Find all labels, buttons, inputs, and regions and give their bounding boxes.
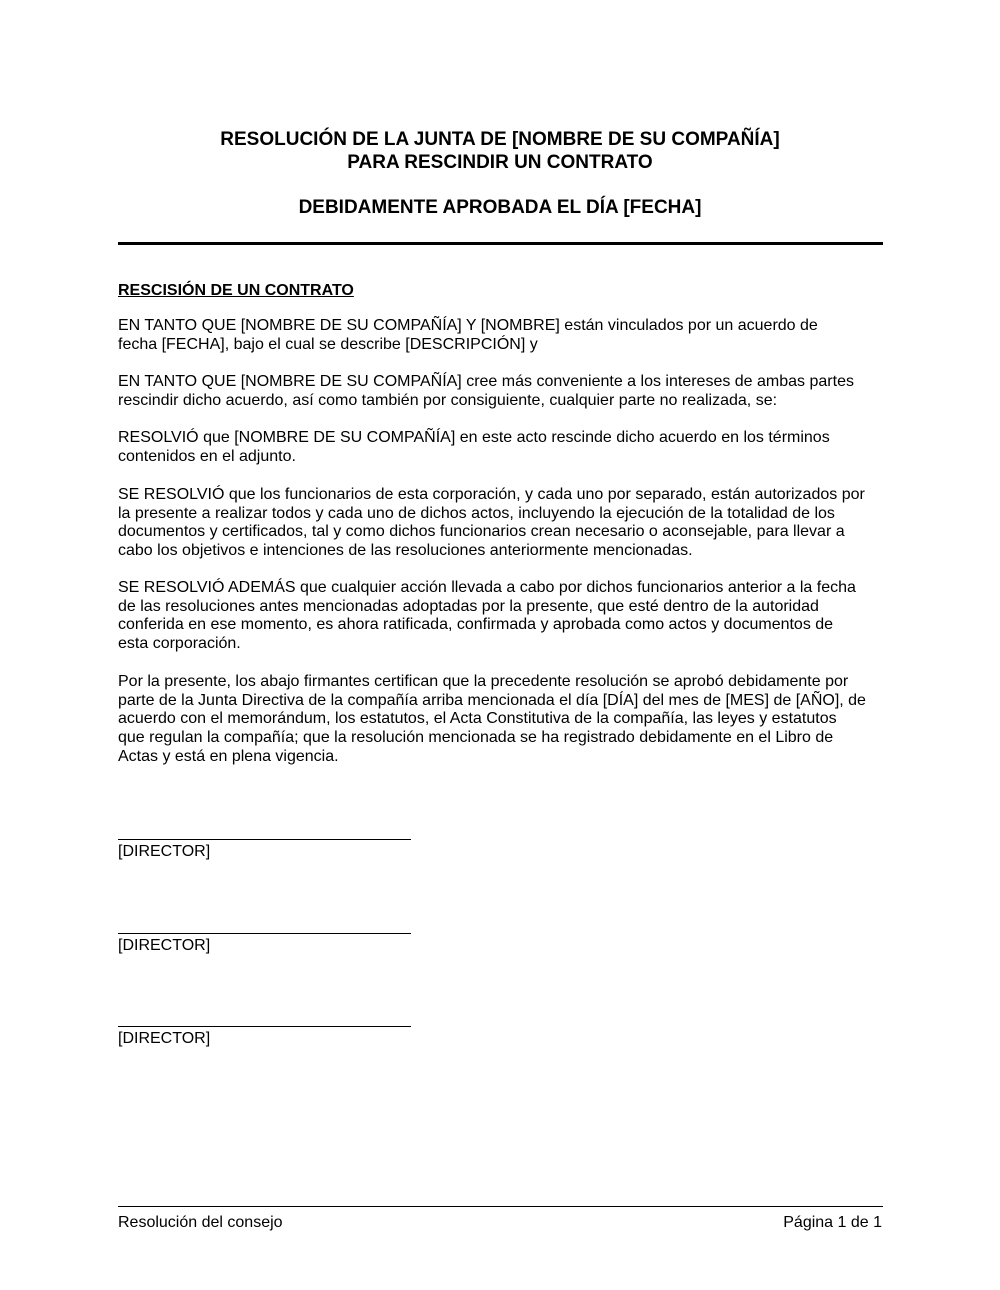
signature-line-3 <box>118 1026 411 1027</box>
paragraph-resolved-2: SE RESOLVIÓ que los funcionarios de esta corporación, y cada uno por separado, están autorizados por la presente a realizar todos y cada uno de dichos actos, incluyendo la ejecución de la totalidad de los documentos y certificados, tal y como dichos funcionarios crean necesario o aconsejable, para llevar a cabo los objetivos e intenciones de las resoluciones anteriormente mencionadas. <box>118 486 865 560</box>
title-line-2: PARA RESCINDIR UN CONTRATO <box>347 152 653 173</box>
footer-document-name: Resolución del consejo <box>118 1214 283 1231</box>
signature-label-1: [DIRECTOR] <box>118 843 211 860</box>
footer-page-number: Página 1 de 1 <box>783 1214 882 1231</box>
document-title <box>118 128 882 174</box>
section-heading: RESCISIÓN DE UN CONTRATO <box>118 282 354 299</box>
title-line-1: RESOLUCIÓN DE LA JUNTA DE [NOMBRE DE SU COMPAÑÍA] <box>220 129 780 150</box>
paragraph-resolved-3: SE RESOLVIÓ ADEMÁS que cualquier acción llevada a cabo por dichos funcionarios anterior a la fecha de las resoluciones antes mencionadas adoptadas por la presente, que esté dentro de la autoridad conferida en ese momento, es ahora ratificada, confirmada y aprobada como actos y documentos de esta corporación. <box>118 579 856 653</box>
paragraph-resolved-1: RESOLVIÓ que [NOMBRE DE SU COMPAÑÍA] en este acto rescinde dicho acuerdo en los términos contenidos en el adjunto. <box>118 429 830 465</box>
paragraph-certification: Por la presente, los abajo firmantes certifican que la precedente resolución se aprobó debidamente por parte de la Junta Directiva de la compañía arriba mencionada el día [DÍA] del mes de [MES] de [AÑO], de acuerdo con el memorándum, los estatutos, el Acta Constitutiva de la compañía, las leyes y estatutos que regulan la compañía; que la resolución mencionada se ha registrado debidamente en el Libro de Actas y está en plena vigencia. <box>118 673 866 765</box>
signature-label-2: [DIRECTOR] <box>118 937 211 954</box>
document-subtitle: DEBIDAMENTE APROBADA EL DÍA [FECHA] <box>298 197 702 218</box>
signature-line-2 <box>118 933 411 934</box>
signature-line-1 <box>118 839 411 840</box>
signature-label-3: [DIRECTOR] <box>118 1030 211 1047</box>
paragraph-whereas-2: EN TANTO QUE [NOMBRE DE SU COMPAÑÍA] cree más conveniente a los intereses de ambas partes rescindir dicho acuerdo, así como también por consiguiente, cualquier parte no realizada, se: <box>118 373 854 409</box>
footer-divider <box>118 1206 883 1207</box>
title-divider <box>118 242 883 245</box>
paragraph-whereas-1: EN TANTO QUE [NOMBRE DE SU COMPAÑÍA] Y [NOMBRE] están vinculados por un acuerdo de fecha [FECHA], bajo el cual se describe [DESCRIPCIÓN] y <box>118 317 818 353</box>
